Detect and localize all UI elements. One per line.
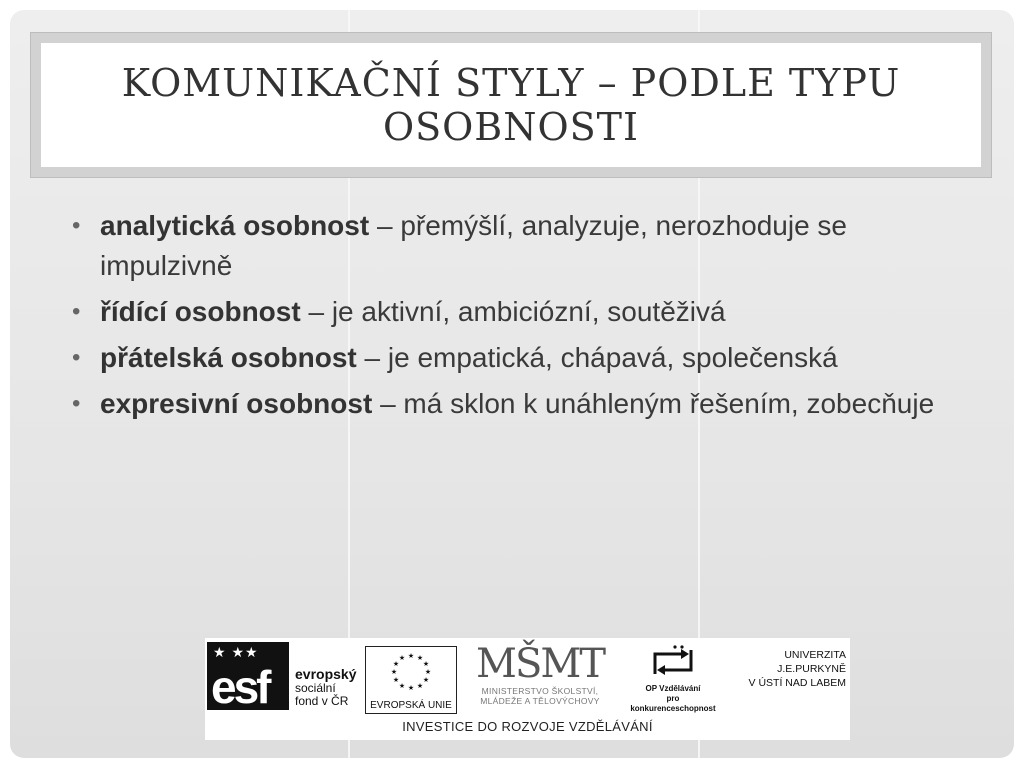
title-frame [30, 32, 992, 178]
svg-text:★: ★ [416, 654, 424, 662]
svg-text:★: ★ [392, 676, 400, 684]
university-line: UNIVERZITA [784, 649, 846, 661]
svg-text:★: ★ [407, 684, 415, 692]
op-logo [625, 642, 721, 712]
title-box [41, 43, 981, 167]
bullet-description: – má sklon k unáhleným řešením, zobecňuje [372, 388, 935, 419]
bullet-list [72, 206, 952, 430]
bullet-icon: • [72, 298, 81, 325]
svg-text:★: ★ [422, 676, 430, 684]
bullet-term: přátelská osobnost [100, 342, 357, 373]
bullet-item [72, 338, 952, 378]
msmt-mark: MŠMT [476, 641, 604, 687]
op-line: OP Vzdělávání [645, 684, 701, 693]
university-line: J.E.PURKYNĚ [777, 663, 846, 675]
esf-logo [205, 638, 360, 713]
svg-text:★: ★ [398, 682, 406, 690]
esf-line: sociální [295, 681, 336, 695]
esf-caption [295, 668, 356, 708]
eu-stars-icon [366, 649, 456, 695]
bullet-description: – je aktivní, ambiciózní, soutěživá [300, 296, 726, 327]
bullet-icon: • [72, 390, 81, 417]
bullet-item [72, 206, 952, 286]
star-icon: ★ ★★ [213, 644, 259, 660]
esf-mark-icon [207, 642, 289, 713]
esf-line: fond v ČR [295, 694, 349, 708]
university-logo [736, 648, 846, 690]
university-line: V ÚSTÍ NAD LABEM [748, 677, 846, 689]
op-caption [625, 684, 721, 714]
bullet-term: analytická osobnost [100, 210, 370, 241]
svg-text:★: ★ [424, 668, 432, 676]
svg-text:★: ★ [398, 654, 406, 662]
bullet-icon: • [72, 212, 81, 239]
eu-label: EVROPSKÁ UNIE [370, 700, 452, 711]
eu-flag-logo [365, 646, 457, 714]
slide [10, 10, 1014, 758]
bullet-term: řídící osobnost [100, 296, 301, 327]
svg-text:★: ★ [390, 668, 398, 676]
bullet-description: – přemýšlí, analyzuje, nerozhoduje se impulzivně [100, 210, 848, 281]
svg-text:★: ★ [422, 660, 430, 668]
esf-line: evropský [295, 666, 357, 682]
bullet-icon: • [72, 344, 81, 371]
msmt-line: MLÁDEŽE A TĚLOVÝCHOVY [480, 696, 600, 706]
op-arrows-icon [651, 644, 695, 680]
msmt-line: MINISTERSTVO ŠKOLSTVÍ, [481, 686, 599, 696]
sponsor-logo-strip [205, 638, 850, 740]
footer-slogan: INVESTICE DO ROZVOJE VZDĚLÁVÁNÍ [402, 719, 653, 734]
slide-title: KOMUNIKAČNÍ STYLY – PODLE TYPU OSOBNOSTI [121, 61, 901, 149]
msmt-logo [461, 642, 619, 712]
bullet-description: – je empatická, chápavá, společenská [356, 342, 838, 373]
bullet-term: expresivní osobnost [100, 388, 373, 419]
bullet-item [72, 384, 952, 424]
svg-text:★: ★ [416, 682, 424, 690]
op-line: pro konkurenceschopnost [630, 694, 716, 713]
esf-letters: esf [211, 661, 269, 713]
svg-text:★: ★ [392, 660, 400, 668]
svg-text:★: ★ [407, 652, 415, 660]
bullet-item [72, 292, 952, 332]
